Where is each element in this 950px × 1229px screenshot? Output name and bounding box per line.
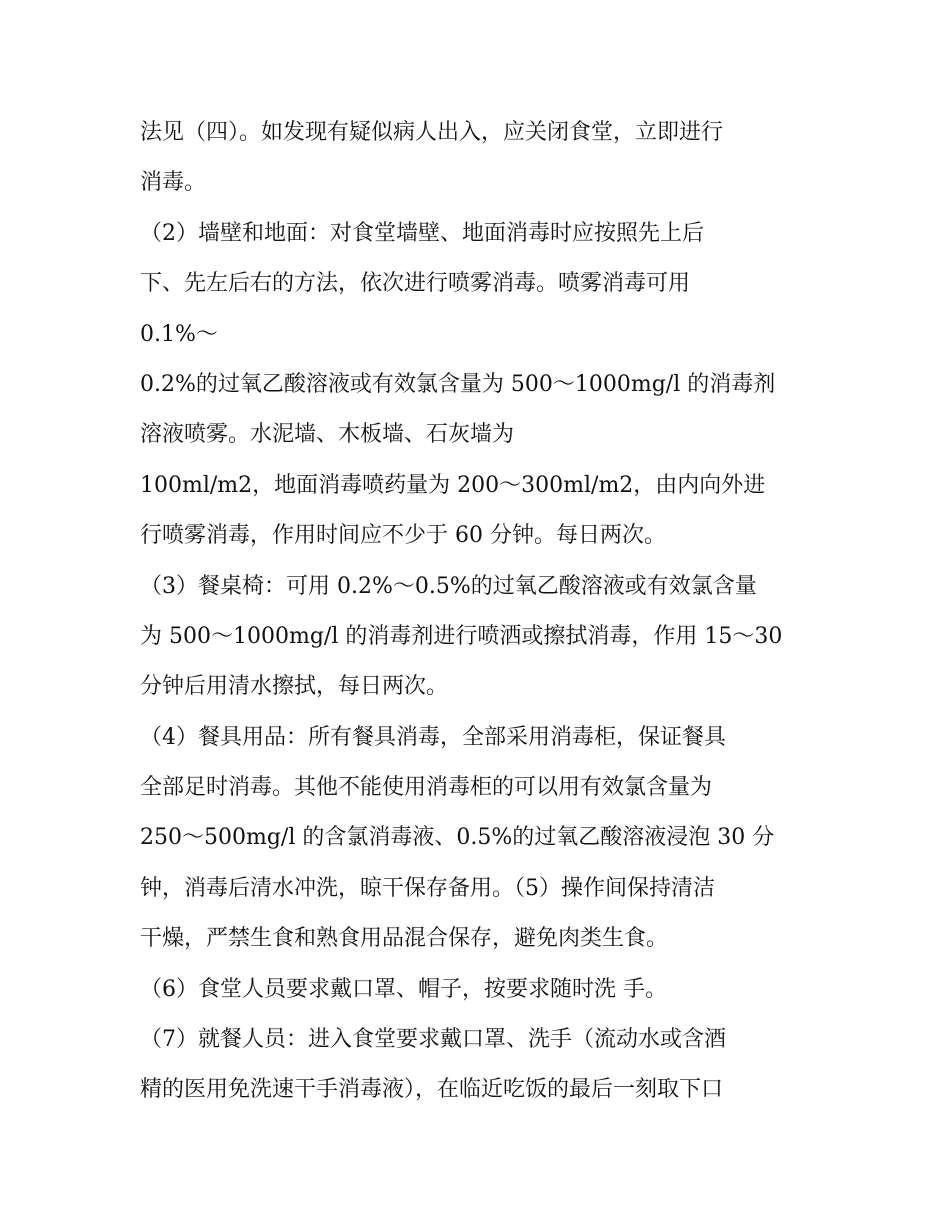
text-line: 全部足时消毒。其他不能使用消毒柜的可以用有效氯含量为	[140, 775, 713, 801]
text-line: （6）食堂人员要求戴口罩、帽子，按要求随时洗 手。	[140, 976, 667, 1002]
text-line: 100ml/m2，地面消毒喷药量为 200～300ml/m2，由内向外进	[140, 472, 766, 498]
text-line: 250～500mg/l 的含氯消毒液、0.5%的过氧乙酸溶液浸泡 30 分	[140, 825, 775, 851]
text-line: 下、先左后右的方法，依次进行喷雾消毒。喷雾消毒可用	[140, 271, 691, 297]
text-line: 为 500～1000mg/l 的消毒剂进行喷洒或擦拭消毒，作用 15～30	[140, 623, 783, 649]
text-line: 0.2%的过氧乙酸溶液或有效氯含量为 500～1000mg/l 的消毒剂	[140, 371, 776, 397]
text-line: 行喷雾消毒，作用时间应不少于 60 分钟。每日两次。	[140, 523, 666, 549]
text-line: 0.1%～	[140, 321, 218, 347]
text-line: 干燥，严禁生食和熟食用品混合保存，避免肉类生食。	[140, 926, 669, 952]
text-line: （7）就餐人员：进入食堂要求戴口罩、洗手（流动水或含酒	[140, 1027, 726, 1053]
text-line: 法见（四）。如发现有疑似病人出入，应关闭食堂，立即进行	[140, 120, 724, 145]
text-line: 溶液喷雾。水泥墙、木板墙、石灰墙为	[140, 422, 515, 448]
text-line: （2）墙壁和地面：对食堂墙壁、地面消毒时应按照先上后	[140, 220, 704, 246]
text-line: 消毒。	[140, 170, 207, 196]
text-line: （3）餐桌椅：可用 0.2%～0.5%的过氧乙酸溶液或有效氯含量	[140, 573, 757, 599]
text-line: （4）餐具用品：所有餐具消毒，全部采用消毒柜，保证餐具	[140, 724, 726, 750]
text-line: 分钟后用清水擦拭，每日两次。	[140, 674, 449, 700]
body-text	[140, 108, 840, 1116]
text-line: 钟，消毒后清水冲洗，晾干保存备用。（5）操作间保持清洁	[140, 875, 715, 901]
text-line: 精的医用免洗速干手消毒液），在临近吃饭的最后一刻取下口	[140, 1077, 724, 1103]
